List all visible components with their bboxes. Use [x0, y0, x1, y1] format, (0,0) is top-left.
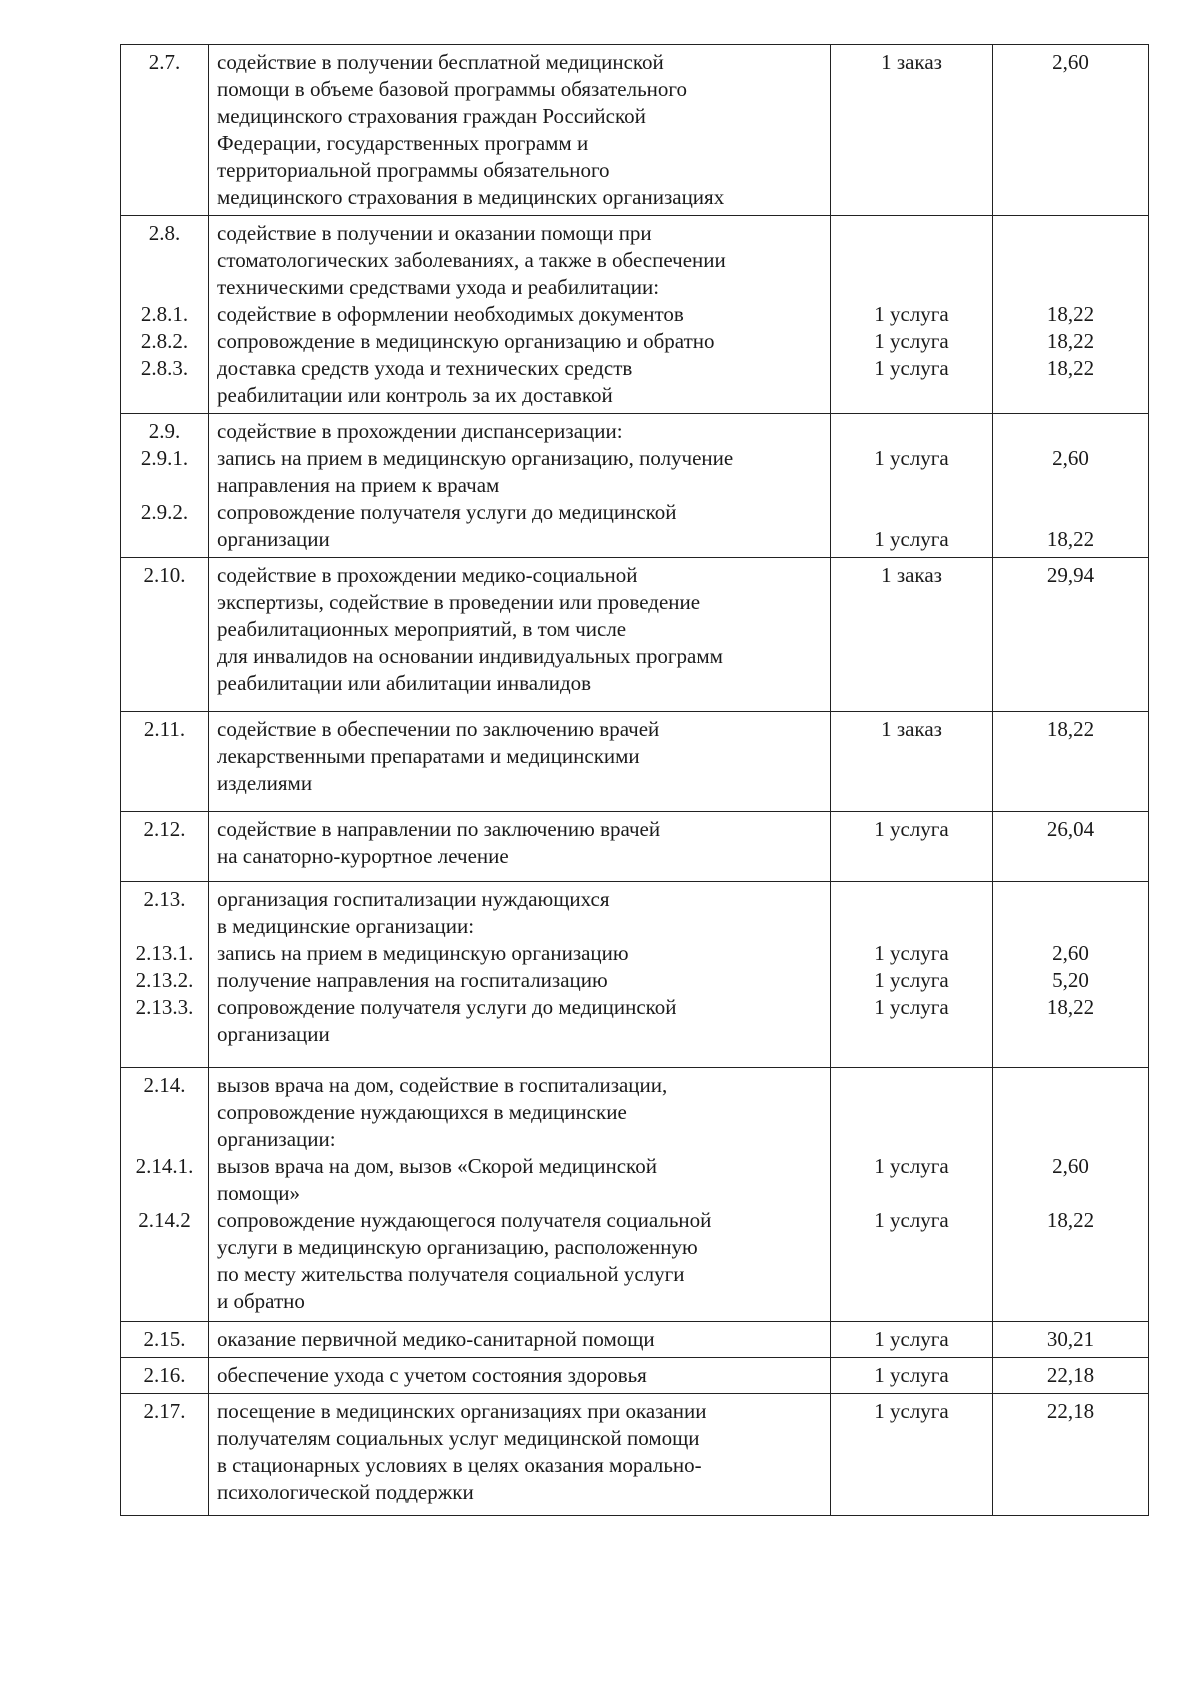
- unit-of-measure: [839, 472, 984, 499]
- tariff-value: 18,22: [1046, 527, 1095, 551]
- service-description-line: по месту жительства получателя социальной услуги: [217, 1262, 685, 1286]
- service-description-line: сопровождение нуждающегося получателя социальной: [217, 1208, 712, 1232]
- unit-of-measure: 1 заказ: [881, 50, 942, 74]
- service-description-line: организация госпитализации нуждающихся: [217, 887, 610, 911]
- unit-of-measure: 1 услуга: [874, 941, 949, 965]
- service-description-line: содействие в получении бесплатной медицинской: [217, 50, 664, 74]
- item-number: 2.9.: [148, 419, 181, 443]
- unit-of-measure: 1 услуга: [874, 446, 949, 470]
- unit-of-measure: 1 услуга: [874, 817, 949, 841]
- service-description-line: Федерации, государственных программ и: [217, 131, 589, 155]
- item-number: 2.14.: [143, 1073, 186, 1097]
- tariff-value: [1001, 499, 1140, 526]
- item-number: 2.13.2.: [135, 968, 194, 992]
- tariff-cell: [993, 812, 1149, 882]
- service-description-line: доставка средств ухода и технических средств: [217, 356, 633, 380]
- unit-cell: [831, 882, 993, 1068]
- unit-of-measure: 1 услуга: [874, 356, 949, 380]
- item-number-cell: [121, 882, 209, 1068]
- item-number-cell: [121, 812, 209, 882]
- item-number-cell: [121, 45, 209, 216]
- item-number: [129, 274, 200, 301]
- service-description-line: содействие в обеспечении по заключению врачей: [217, 717, 660, 741]
- service-description-cell: [209, 712, 831, 812]
- tariff-value: 18,22: [1046, 995, 1095, 1019]
- item-number-cell: [121, 216, 209, 414]
- tariff-cell: [993, 216, 1149, 414]
- service-description-line: стоматологических заболеваниях, а также в обеспечении: [217, 248, 726, 272]
- item-number: 2.13.: [143, 887, 186, 911]
- item-number: 2.13.1.: [135, 941, 194, 965]
- tariff-value: 18,22: [1046, 1208, 1095, 1232]
- item-number: [129, 1099, 200, 1126]
- service-description-cell: [209, 216, 831, 414]
- tariff-cell: [993, 1322, 1149, 1358]
- service-description-line: на санаторно-курортное лечение: [217, 844, 509, 868]
- tariff-value: [1001, 247, 1140, 274]
- item-number: 2.8.1.: [140, 302, 189, 326]
- unit-of-measure: 1 услуга: [874, 1154, 949, 1178]
- item-number: 2.15.: [143, 1327, 186, 1351]
- service-description-line: для инвалидов на основании индивидуальных программ: [217, 644, 723, 668]
- service-description-line: организации: [217, 527, 330, 551]
- unit-cell: [831, 558, 993, 712]
- service-description-line: услуги в медицинскую организацию, расположенную: [217, 1235, 698, 1259]
- unit-cell: [831, 45, 993, 216]
- table-row: [121, 414, 1149, 558]
- service-description-line: оказание первичной медико-санитарной помощи: [217, 1327, 655, 1351]
- table-row: [121, 216, 1149, 414]
- service-description-line: посещение в медицинских организациях при оказании: [217, 1399, 707, 1423]
- service-description-line: организации: [217, 1022, 330, 1046]
- service-description-line: запись на прием в медицинскую организацию: [217, 941, 629, 965]
- item-number-cell: [121, 1322, 209, 1358]
- unit-of-measure: 1 услуга: [874, 1327, 949, 1351]
- service-description-cell: [209, 45, 831, 216]
- table-row: [121, 882, 1149, 1068]
- unit-of-measure: 1 заказ: [881, 717, 942, 741]
- unit-of-measure: 1 услуга: [874, 1208, 949, 1232]
- service-description-line: изделиями: [217, 771, 313, 795]
- service-description-line: помощи в объеме базовой программы обязательного: [217, 77, 687, 101]
- item-number: 2.12.: [143, 817, 186, 841]
- unit-of-measure: 1 услуга: [874, 995, 949, 1019]
- item-number: 2.8.: [148, 221, 181, 245]
- service-description-line: вызов врача на дом, вызов «Скорой медицинской: [217, 1154, 657, 1178]
- item-number-cell: [121, 1394, 209, 1516]
- tariff-cell: [993, 414, 1149, 558]
- tariff-value: 5,20: [1052, 968, 1089, 992]
- tariff-cell: [993, 712, 1149, 812]
- item-number: 2.9.2.: [140, 500, 189, 524]
- service-description-line: в стационарных условиях в целях оказания морально-: [217, 1453, 702, 1477]
- tariff-value: 2,60: [1052, 1154, 1089, 1178]
- tariff-cell: [993, 558, 1149, 712]
- item-number: 2.8.2.: [140, 329, 189, 353]
- service-description-cell: [209, 1322, 831, 1358]
- unit-of-measure: [839, 1099, 984, 1126]
- unit-cell: [831, 1322, 993, 1358]
- service-description-line: содействие в получении и оказании помощи при: [217, 221, 652, 245]
- unit-of-measure: [839, 274, 984, 301]
- table-row: [121, 1068, 1149, 1322]
- tariff-value: 26,04: [1046, 817, 1095, 841]
- item-number-cell: [121, 1068, 209, 1322]
- service-description-line: содействие в направлении по заключению врачей: [217, 817, 661, 841]
- service-description-line: сопровождение получателя услуги до медицинской: [217, 500, 677, 524]
- tariff-cell: [993, 882, 1149, 1068]
- tariff-value: 2,60: [1052, 941, 1089, 965]
- service-description-line: содействие в оформлении необходимых документов: [217, 302, 684, 326]
- services-table: [120, 44, 1149, 1516]
- unit-of-measure: [839, 886, 984, 913]
- tariff-value: 18,22: [1046, 329, 1095, 353]
- tariff-value: [1001, 274, 1140, 301]
- item-number-cell: [121, 414, 209, 558]
- tariff-value: 22,18: [1046, 1399, 1095, 1423]
- service-description-line: содействие в прохождении диспансеризации:: [217, 419, 623, 443]
- item-number: 2.8.3.: [140, 356, 189, 380]
- service-description-line: сопровождение нуждающихся в медицинские: [217, 1100, 627, 1124]
- table-row: [121, 812, 1149, 882]
- unit-cell: [831, 1068, 993, 1322]
- item-number: 2.9.1.: [140, 446, 189, 470]
- tariff-value: 18,22: [1046, 302, 1095, 326]
- unit-of-measure: [839, 1180, 984, 1207]
- service-description-cell: [209, 882, 831, 1068]
- tariff-value: [1001, 886, 1140, 913]
- unit-of-measure: 1 заказ: [881, 563, 942, 587]
- service-description-line: обеспечение ухода с учетом состояния здоровья: [217, 1363, 647, 1387]
- item-number-cell: [121, 1358, 209, 1394]
- tariff-value: [1001, 1180, 1140, 1207]
- service-description-line: содействие в прохождении медико-социальной: [217, 563, 638, 587]
- tariff-value: 29,94: [1046, 563, 1095, 587]
- service-description-cell: [209, 558, 831, 712]
- item-number: [129, 472, 200, 499]
- unit-cell: [831, 216, 993, 414]
- unit-of-measure: [839, 418, 984, 445]
- service-description-line: получателям социальных услуг медицинской помощи: [217, 1426, 700, 1450]
- tariff-cell: [993, 1394, 1149, 1516]
- item-number: 2.14.2: [138, 1208, 191, 1232]
- unit-cell: [831, 812, 993, 882]
- unit-of-measure: 1 услуга: [874, 968, 949, 992]
- service-description-line: реабилитации или абилитации инвалидов: [217, 671, 592, 695]
- unit-of-measure: [839, 1126, 984, 1153]
- tariff-cell: [993, 1068, 1149, 1322]
- unit-of-measure: 1 услуга: [874, 1363, 949, 1387]
- unit-of-measure: 1 услуга: [874, 1399, 949, 1423]
- item-number: 2.7.: [148, 50, 181, 74]
- item-number: [129, 913, 200, 940]
- tariff-value: 18,22: [1046, 356, 1095, 380]
- service-description-line: запись на прием в медицинскую организацию, получение: [217, 446, 734, 470]
- tariff-value: 22,18: [1046, 1363, 1095, 1387]
- service-description-line: организации:: [217, 1127, 336, 1151]
- item-number-cell: [121, 558, 209, 712]
- service-description-line: вызов врача на дом, содействие в госпитализации,: [217, 1073, 668, 1097]
- tariff-cell: [993, 45, 1149, 216]
- tariff-value: 18,22: [1046, 717, 1095, 741]
- table-row: [121, 558, 1149, 712]
- item-number: [129, 1180, 200, 1207]
- table-row: [121, 1358, 1149, 1394]
- item-number: 2.17.: [143, 1399, 186, 1423]
- unit-of-measure: 1 услуга: [874, 527, 949, 551]
- unit-of-measure: [839, 220, 984, 247]
- service-description-line: реабилитации или контроль за их доставкой: [217, 383, 613, 407]
- service-description-cell: [209, 414, 831, 558]
- unit-of-measure: [839, 1072, 984, 1099]
- unit-of-measure: [839, 913, 984, 940]
- tariff-value: [1001, 913, 1140, 940]
- service-description-line: медицинского страхования в медицинских организациях: [217, 185, 725, 209]
- item-number: 2.16.: [143, 1363, 186, 1387]
- tariff-value: [1001, 472, 1140, 499]
- unit-of-measure: [839, 499, 984, 526]
- service-description-line: помощи»: [217, 1181, 301, 1205]
- table-row: [121, 1394, 1149, 1516]
- tariff-value: [1001, 1072, 1140, 1099]
- service-description-line: психологической поддержки: [217, 1480, 474, 1504]
- service-description-line: реабилитационных мероприятий, в том числе: [217, 617, 627, 641]
- table-row: [121, 1322, 1149, 1358]
- service-description-cell: [209, 1068, 831, 1322]
- unit-of-measure: 1 услуга: [874, 302, 949, 326]
- unit-of-measure: [839, 247, 984, 274]
- unit-cell: [831, 1358, 993, 1394]
- unit-cell: [831, 712, 993, 812]
- service-description-line: и обратно: [217, 1289, 305, 1313]
- tariff-value: 2,60: [1052, 446, 1089, 470]
- item-number: 2.11.: [143, 717, 186, 741]
- tariff-cell: [993, 1358, 1149, 1394]
- service-description-line: сопровождение получателя услуги до медицинской: [217, 995, 677, 1019]
- service-description-line: техническими средствами ухода и реабилитации:: [217, 275, 660, 299]
- service-description-cell: [209, 812, 831, 882]
- tariff-value: 30,21: [1046, 1327, 1095, 1351]
- service-description-line: в медицинские организации:: [217, 914, 475, 938]
- tariff-value: [1001, 418, 1140, 445]
- unit-of-measure: 1 услуга: [874, 329, 949, 353]
- service-description-line: медицинского страхования граждан Российской: [217, 104, 646, 128]
- service-description-line: территориальной программы обязательного: [217, 158, 610, 182]
- item-number-cell: [121, 712, 209, 812]
- item-number: 2.13.3.: [135, 995, 194, 1019]
- item-number: [129, 1126, 200, 1153]
- unit-cell: [831, 1394, 993, 1516]
- service-description-line: направления на прием к врачам: [217, 473, 500, 497]
- item-number: [129, 247, 200, 274]
- item-number: 2.14.1.: [135, 1154, 194, 1178]
- services-table-body: [121, 45, 1149, 1516]
- tariff-value: [1001, 1126, 1140, 1153]
- service-description-line: лекарственными препаратами и медицинскими: [217, 744, 640, 768]
- service-description-line: сопровождение в медицинскую организацию и обратно: [217, 329, 715, 353]
- service-description-cell: [209, 1394, 831, 1516]
- service-description-line: получение направления на госпитализацию: [217, 968, 608, 992]
- tariff-value: 2,60: [1052, 50, 1089, 74]
- tariff-value: [1001, 220, 1140, 247]
- service-description-line: экспертизы, содействие в проведении или проведение: [217, 590, 701, 614]
- unit-cell: [831, 414, 993, 558]
- table-row: [121, 45, 1149, 216]
- item-number: 2.10.: [143, 563, 186, 587]
- table-row: [121, 712, 1149, 812]
- service-description-cell: [209, 1358, 831, 1394]
- tariff-value: [1001, 1099, 1140, 1126]
